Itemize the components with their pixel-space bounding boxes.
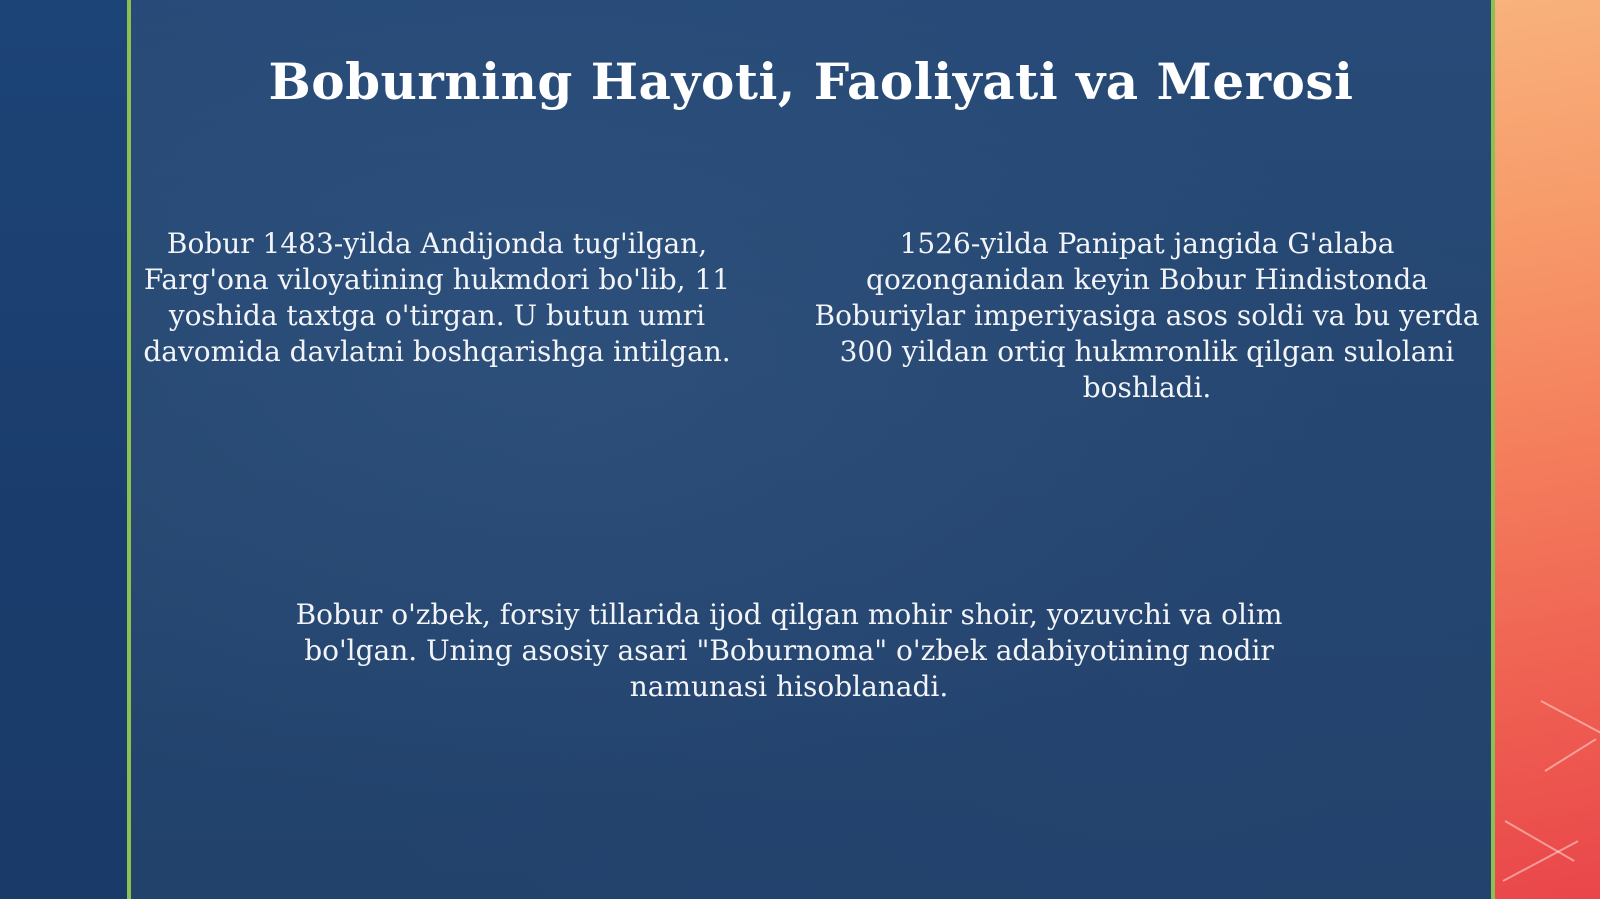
decorative-line [1503,840,1579,882]
paragraph-legacy: Bobur o'zbek, forsiy tillarida ijod qilgan mohir shoir, yozuvchi va olim bo'lgan. Uning asosiy asari "Boburnoma" o'zbek adabiyotining nodir namunasi hisoblanadi. [295,598,1283,703]
paragraph-early-life: Bobur 1483-yilda Andijonda tug'ilgan, Farg'ona viloyatining hukmdori bo'lib, 11 yoshida taxtga o'tirgan. U butun umri davomida davlatni boshqarishga intilgan. [143,227,731,368]
slide-title: Boburning Hayoti, Faoliyati va Merosi [268,52,1354,111]
decorative-line [1541,700,1600,735]
content-panel [127,0,1495,899]
right-decorative-band [1495,0,1600,899]
left-decorative-band [0,0,127,899]
decorative-line [1544,738,1596,771]
paragraph-empire: 1526-yilda Panipat jangida G'alaba qozonganidan keyin Bobur Hindistonda Boburiylar imperiyasiga asos soldi va bu yerda 300 yildan ortiq hukmronlik qilgan sulolani boshladi. [814,227,1480,404]
decorative-line [1505,820,1575,862]
